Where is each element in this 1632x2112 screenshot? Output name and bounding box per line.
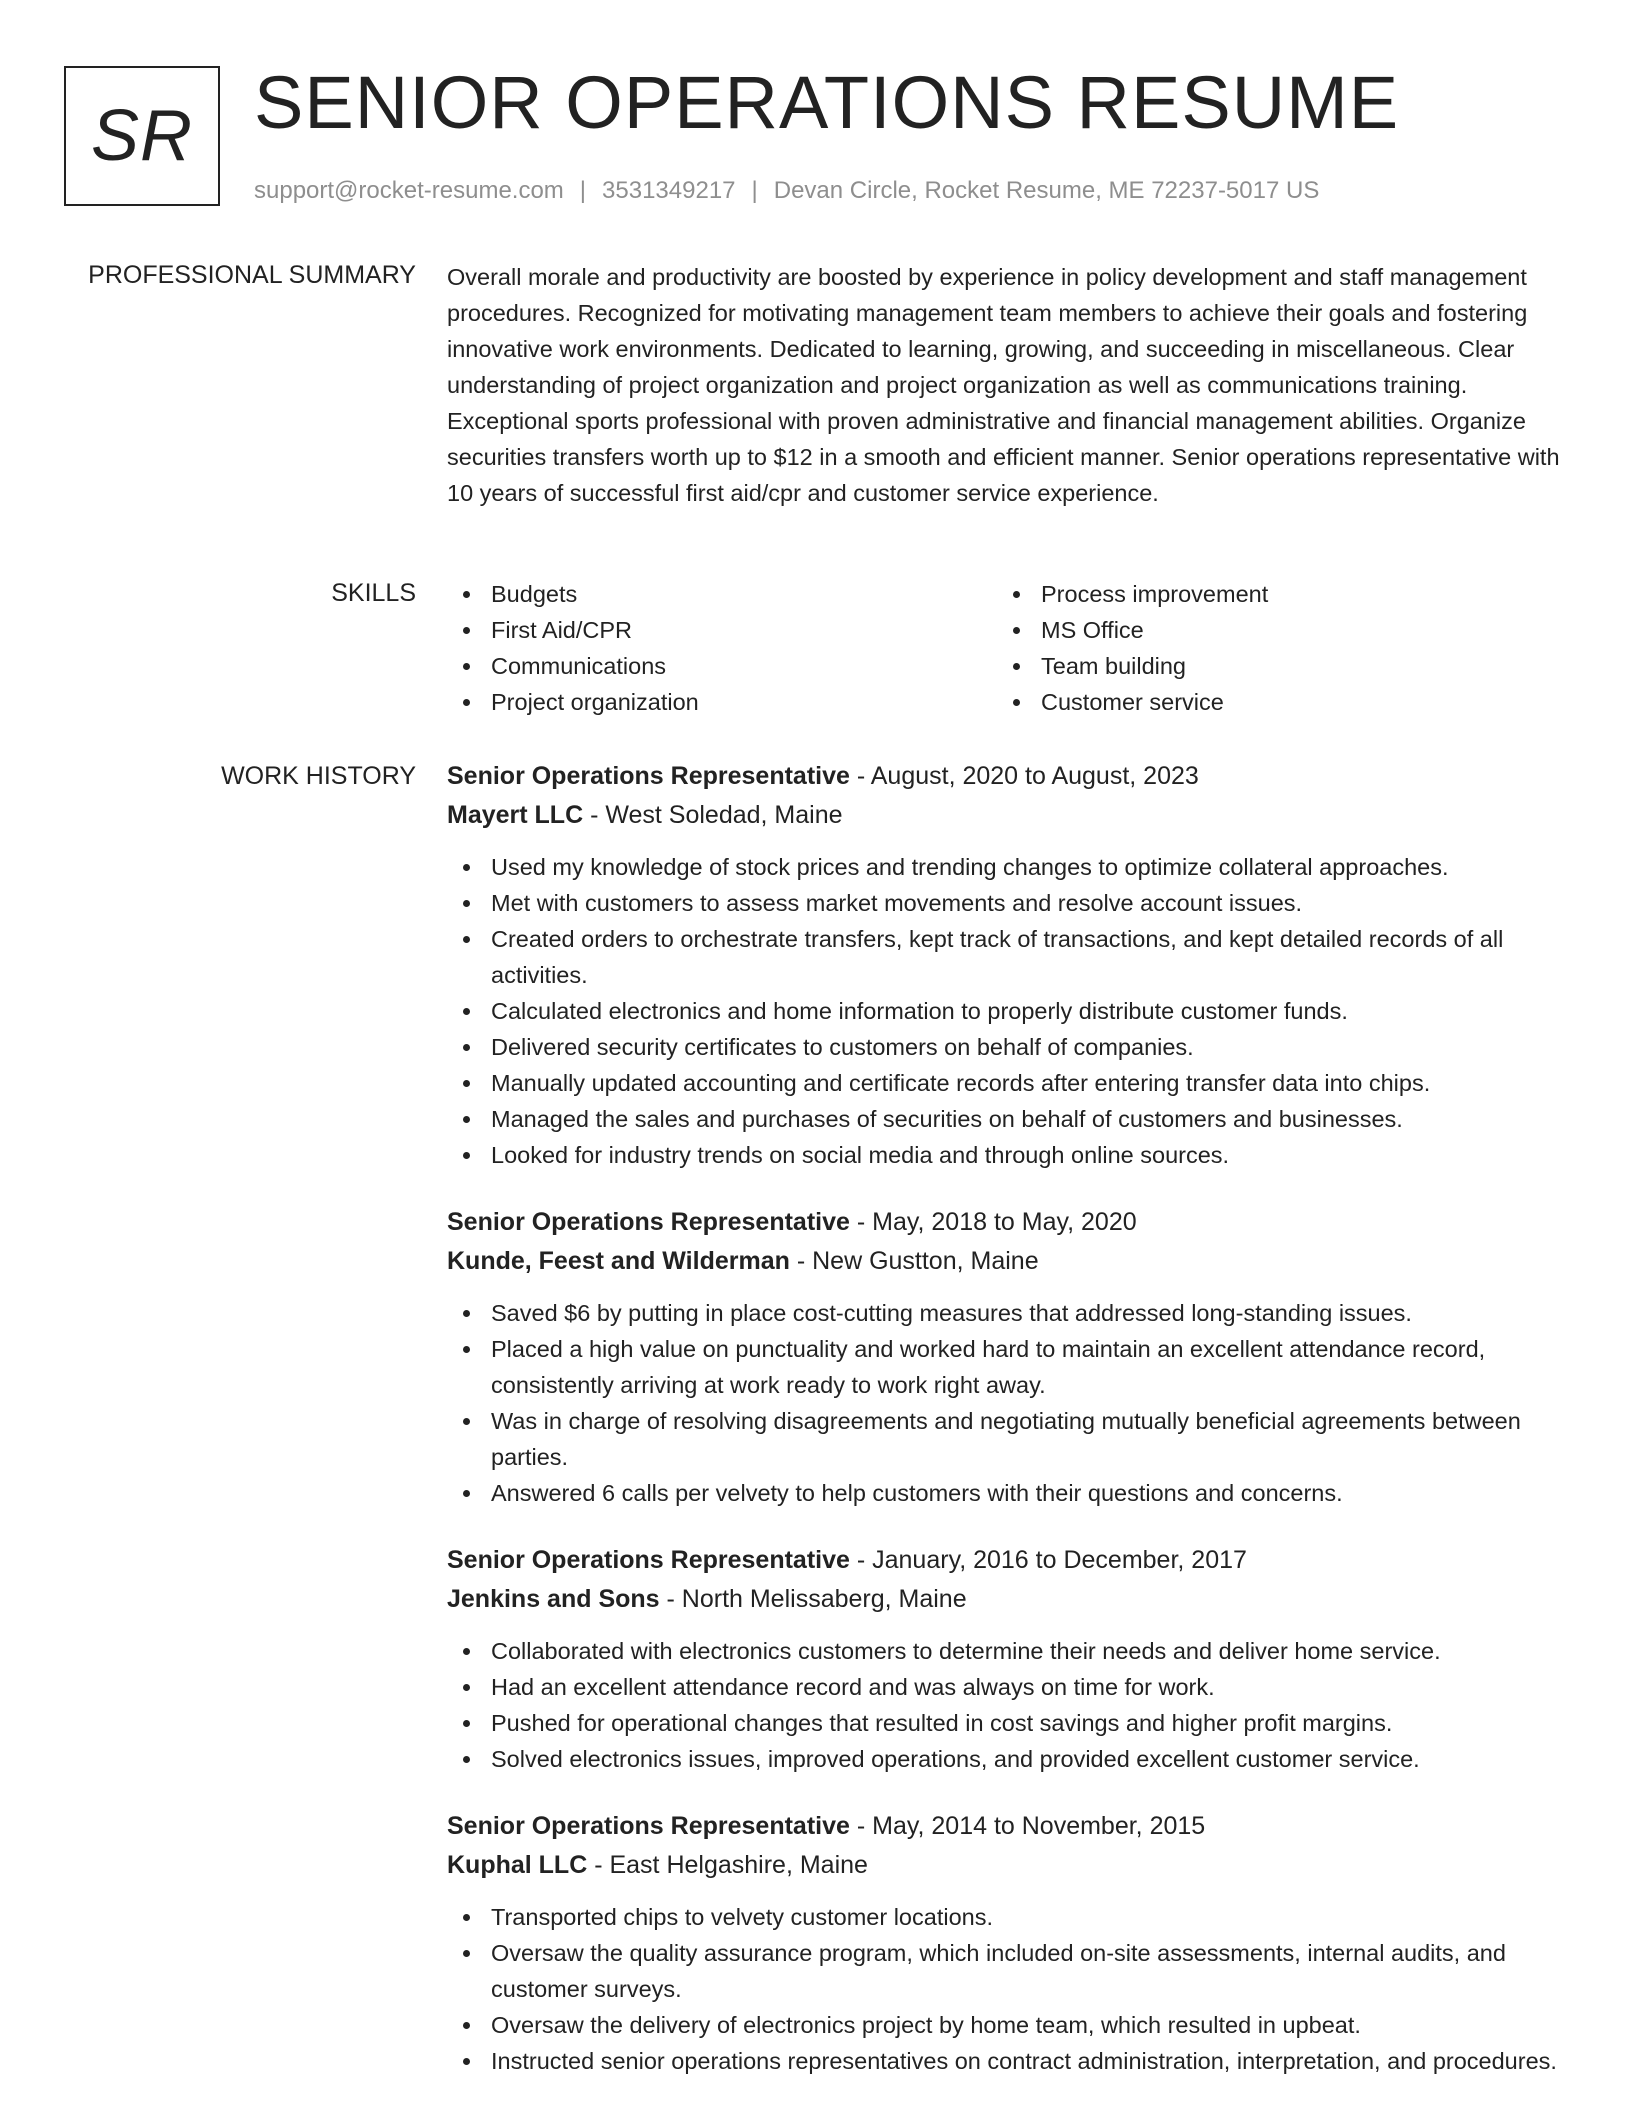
contact-separator: | [751,177,758,204]
job-entry [447,1541,1567,1777]
initials-monogram [64,66,220,206]
job-bullet: Manually updated accounting and certificate records after entering transfer data into chips. [447,1065,1567,1101]
job-title-line [447,1807,1567,1846]
job-bullet-list [447,1633,1567,1777]
job-company-line [447,1846,1567,1885]
job-title-line [447,1541,1567,1580]
job-location: - West Soledad, Maine [583,801,843,829]
job-bullet: Had an excellent attendance record and was always on time for work. [447,1669,1567,1705]
job-location: - New Gustton, Maine [789,1247,1039,1275]
job-bullet: Calculated electronics and home information to properly distribute customer funds. [447,993,1567,1029]
job-bullet: Answered 6 calls per velvety to help customers with their questions and concerns. [447,1475,1567,1511]
job-dates: - May, 2014 to November, 2015 [849,1812,1206,1840]
skill-item: Budgets [447,576,997,612]
job-title-line [447,757,1567,796]
job-title: Senior Operations Representative [447,1812,850,1840]
job-entry [447,1203,1567,1511]
job-bullet: Delivered security certificates to customers on behalf of companies. [447,1029,1567,1065]
job-bullet: Met with customers to assess market movements and resolve account issues. [447,885,1567,921]
job-bullet-list [447,1899,1567,2079]
skill-item: Team building [997,648,1547,684]
job-location: - North Melissaberg, Maine [659,1585,967,1613]
skill-item: Project organization [447,684,997,720]
job-company: Jenkins and Sons [447,1585,660,1613]
job-entry [447,757,1567,1173]
job-company: Kuphal LLC [447,1851,588,1879]
job-company: Mayert LLC [447,801,584,829]
email-text: support@rocket-resume.com [254,177,564,204]
job-location: - East Helgashire, Maine [587,1851,868,1879]
contact-separator: | [579,177,587,204]
job-bullet: Was in charge of resolving disagreements and negotiating mutually beneficial agreements between parties. [447,1403,1567,1475]
skill-item: First Aid/CPR [447,612,997,648]
work-history-heading: WORK HISTORY [221,762,416,790]
job-bullet: Placed a high value on punctuality and worked hard to maintain an excellent attendance record, consistently arriving at work ready to work right away. [447,1331,1567,1403]
job-bullet-list [447,849,1567,1173]
job-bullet: Instructed senior operations representatives on contract administration, interpretation, and procedures. [447,2043,1567,2079]
job-title: Senior Operations Representative [447,1208,850,1236]
job-title: Senior Operations Representative [447,1546,850,1574]
skills-list-left [447,576,997,720]
phone-text: 3531349217 [602,177,736,204]
initials-text: SR [90,96,194,176]
job-dates: - May, 2018 to May, 2020 [849,1208,1137,1236]
job-bullet-list [447,1295,1567,1511]
job-bullet: Collaborated with electronics customers to determine their needs and deliver home service. [447,1633,1567,1669]
skill-item: Process improvement [997,576,1547,612]
job-bullet: Used my knowledge of stock prices and trending changes to optimize collateral approaches. [447,849,1567,885]
skill-item: Customer service [997,684,1547,720]
job-dates: - August, 2020 to August, 2023 [849,762,1199,790]
resume-title: SENIOR OPERATIONS RESUME [254,61,1400,144]
job-bullet: Oversaw the delivery of electronics project by home team, which resulted in upbeat. [447,2007,1567,2043]
address-text: Devan Circle, Rocket Resume, ME 72237-5017 US [773,177,1320,204]
job-bullet: Created orders to orchestrate transfers, kept track of transactions, and kept detailed records of all activities. [447,921,1567,993]
skill-item: MS Office [997,612,1547,648]
skills-grid [447,576,1567,720]
job-company-line [447,1242,1567,1281]
job-company-line [447,796,1567,835]
skills-list-right [997,576,1547,720]
summary-text: Overall morale and productivity are boosted by experience in policy development and staff management procedures. Recognized for motivating management team members to achieve their goals and fostering innovative work environments. Dedicated to learning, growing, and succeeding in miscellaneous. Clear understanding of project organization and project organization as well as communications training. Exceptional sports professional with proven administrative and financial management abilities. Organize securities transfers worth up to $12 in a smooth and efficient manner. Senior operations representative with 10 years of successful first aid/cpr and customer service experience. [447,264,1560,506]
job-title: Senior Operations Representative [447,762,850,790]
job-bullet: Transported chips to velvety customer locations. [447,1899,1567,1935]
work-history-section [447,757,1567,2109]
skills-heading: SKILLS [331,579,416,607]
contact-line [254,174,1319,208]
job-bullet: Solved electronics issues, improved operations, and provided excellent customer service. [447,1741,1567,1777]
job-dates: - January, 2016 to December, 2017 [849,1546,1247,1574]
job-bullet: Looked for industry trends on social media and through online sources. [447,1137,1567,1173]
summary-heading: PROFESSIONAL SUMMARY [88,261,416,289]
job-entry [447,1807,1567,2079]
job-bullet: Pushed for operational changes that resulted in cost savings and higher profit margins. [447,1705,1567,1741]
job-company: Kunde, Feest and Wilderman [447,1247,790,1275]
skills-section [447,576,1567,720]
job-title-line [447,1203,1567,1242]
summary-section [447,259,1567,511]
job-bullet: Oversaw the quality assurance program, which included on-site assessments, internal audits, and customer surveys. [447,1935,1567,2007]
skill-item: Communications [447,648,997,684]
job-bullet: Managed the sales and purchases of securities on behalf of customers and businesses. [447,1101,1567,1137]
job-bullet: Saved $6 by putting in place cost-cutting measures that addressed long-standing issues. [447,1295,1567,1331]
job-company-line [447,1580,1567,1619]
